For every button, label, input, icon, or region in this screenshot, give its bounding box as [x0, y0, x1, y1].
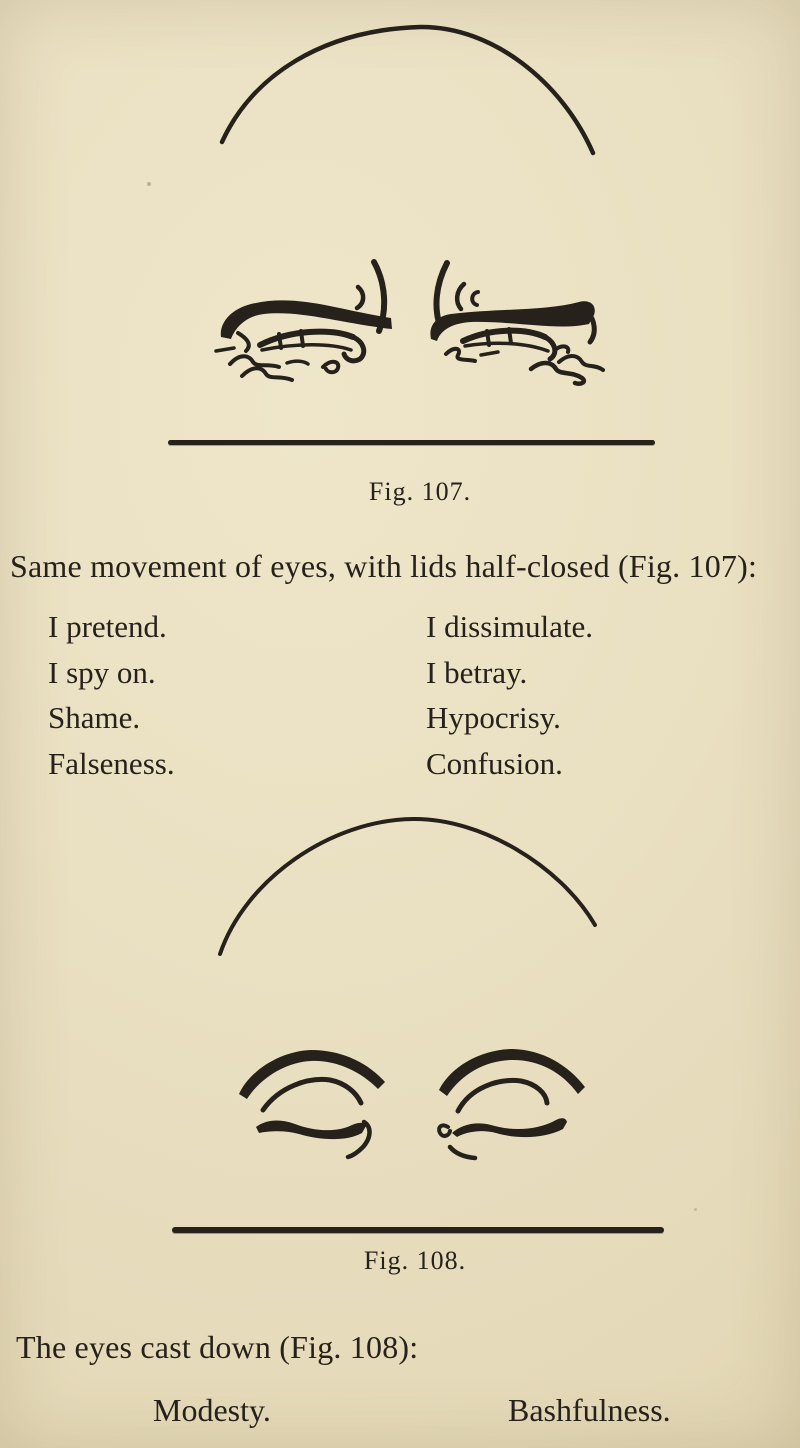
list-item: Hypocrisy.	[426, 700, 561, 735]
figure-107-rule	[168, 440, 655, 445]
figure-107-caption: Fig. 107.	[368, 477, 472, 506]
right-eyebrow	[439, 1049, 585, 1096]
right-eyebrow	[430, 301, 594, 341]
left-closed-lashline	[256, 1121, 366, 1140]
left-eyebrow	[239, 1050, 385, 1099]
right-lower-lid	[465, 343, 548, 351]
right-upper-lid	[463, 331, 545, 341]
list-item: Shame.	[48, 700, 141, 735]
right-closed-lashline	[452, 1118, 567, 1137]
right-eye-inner-curl	[439, 1125, 450, 1136]
intro-paragraph-108: The eyes cast down (Fig. 108):	[16, 1329, 419, 1365]
figure-108-caption: Fig. 108.	[363, 1246, 467, 1275]
list-item: I betray.	[426, 655, 528, 690]
right-eye-corner	[545, 337, 555, 359]
left-lower-lid	[262, 345, 351, 350]
list-item: I pretend.	[48, 609, 167, 644]
intro-paragraph-107: Same movement of eyes, with lids half-closed (Fig. 107):	[10, 548, 758, 584]
list-item: Confusion.	[426, 746, 563, 781]
left-lid-crease	[263, 1079, 361, 1110]
list-item: Falseness.	[48, 746, 175, 781]
figure-107-drawing	[0, 0, 800, 432]
right-lid-crease	[458, 1080, 547, 1111]
left-upper-lid	[260, 332, 353, 345]
list-item: I spy on.	[48, 655, 156, 690]
figure-108-drawing	[0, 780, 800, 1180]
head-outline-arc	[220, 819, 595, 954]
figure-108-rule	[172, 1227, 664, 1233]
term-modesty: Modesty.	[153, 1392, 271, 1428]
frown-mark	[357, 287, 363, 308]
frown-mark	[472, 292, 478, 305]
head-outline-arc	[222, 27, 593, 153]
list-item: I dissimulate.	[426, 609, 594, 644]
frown-mark	[457, 284, 464, 309]
paper-speck	[147, 182, 151, 186]
term-bashfulness: Bashfulness.	[508, 1392, 671, 1428]
paper-speck	[694, 1208, 697, 1211]
